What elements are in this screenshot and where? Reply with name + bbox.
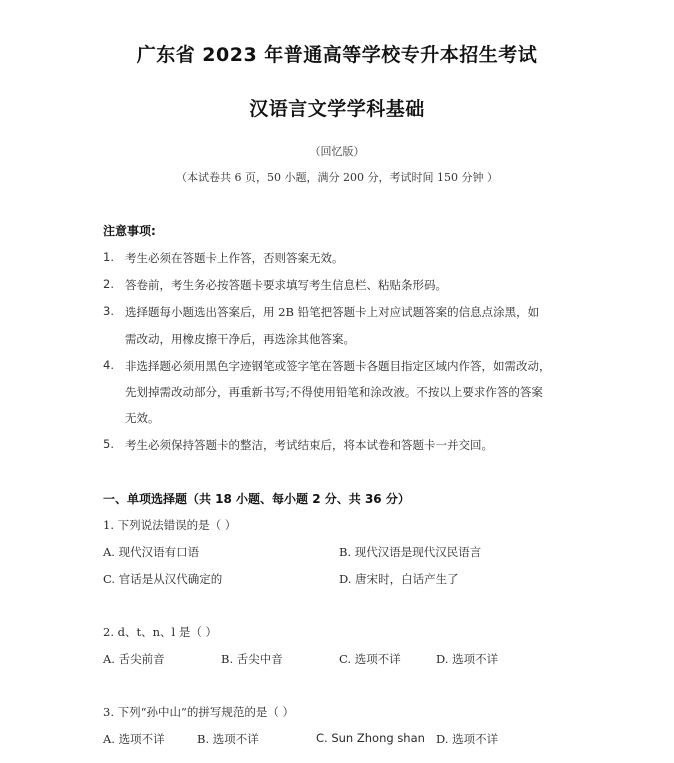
option-a: A. 现代汉语有口语	[103, 545, 200, 559]
option-b: B. 现代汉语是现代汉民语言	[339, 545, 482, 559]
option-b: B. 舌尖中音	[221, 652, 283, 666]
notice-item-text: 答卷前，考生务必按答题卡要求填写考生信息栏、粘贴条形码。	[125, 278, 447, 292]
question-stem: 2. d、t、n、l 是（ ）	[103, 625, 218, 639]
notice-item-number: 3.	[103, 304, 114, 318]
option-d: D. 选项不详	[436, 652, 499, 666]
section-heading: 一、单项选择题（共 18 小题、每小题 2 分、共 36 分）	[103, 492, 410, 506]
option-c: C. 官话是从汉代确定的	[103, 572, 223, 586]
notice-item-text: 考生必须保持答题卡的整洁，考试结束后，将本试卷和答题卡一并交回。	[125, 438, 493, 452]
exam-subtitle: 汉语言文学学科基础	[249, 98, 425, 120]
question-stem: 1. 下列说法错误的是（ ）	[103, 518, 237, 532]
notice-heading: 注意事项:	[103, 224, 156, 238]
option-d: D. 唐宋时，白话产生了	[339, 572, 459, 586]
option-b: B. 选项不详	[197, 732, 259, 746]
notice-item-text: 无效。	[125, 411, 160, 425]
notice-item-number: 1.	[103, 250, 114, 264]
notice-item-text: 考生必须在答题卡上作答，否则答案无效。	[125, 251, 344, 265]
option-d: D. 选项不详	[436, 732, 499, 746]
notice-item-text: 先划掉需改动部分，再重新书写;不得使用铅笔和涂改液。不按以上要求作答的答案	[125, 385, 543, 399]
notice-item-text: 需改动，用橡皮擦干净后，再选涂其他答案。	[125, 332, 355, 346]
notice-item-number: 4.	[103, 358, 114, 372]
option-c: C. 选项不详	[339, 652, 401, 666]
notice-item-text: 非选择题必须用黑色字迹钢笔或签字笔在答题卡各题目指定区域内作答，如需改动，	[125, 359, 551, 373]
option-c: C. Sun Zhong shan	[316, 731, 425, 745]
option-a: A. 舌尖前音	[103, 652, 165, 666]
option-a: A. 选项不详	[103, 732, 165, 746]
notice-item-number: 5.	[103, 437, 114, 451]
notice-item-number: 2.	[103, 277, 114, 291]
exam-info: （本试卷共 6 页，50 小题，满分 200 分，考试时间 150 分钟 ）	[176, 171, 498, 184]
version-note: （回忆版）	[309, 145, 365, 158]
question-stem: 3. 下列“孙中山”的拼写规范的是（ ）	[103, 705, 295, 719]
notice-item-text: 选择题每小题选出答案后，用 2B 铅笔把答题卡上对应试题答案的信息点涂黑，如	[125, 305, 540, 319]
exam-title: 广东省 2023 年普通高等学校专升本招生考试	[136, 44, 538, 66]
